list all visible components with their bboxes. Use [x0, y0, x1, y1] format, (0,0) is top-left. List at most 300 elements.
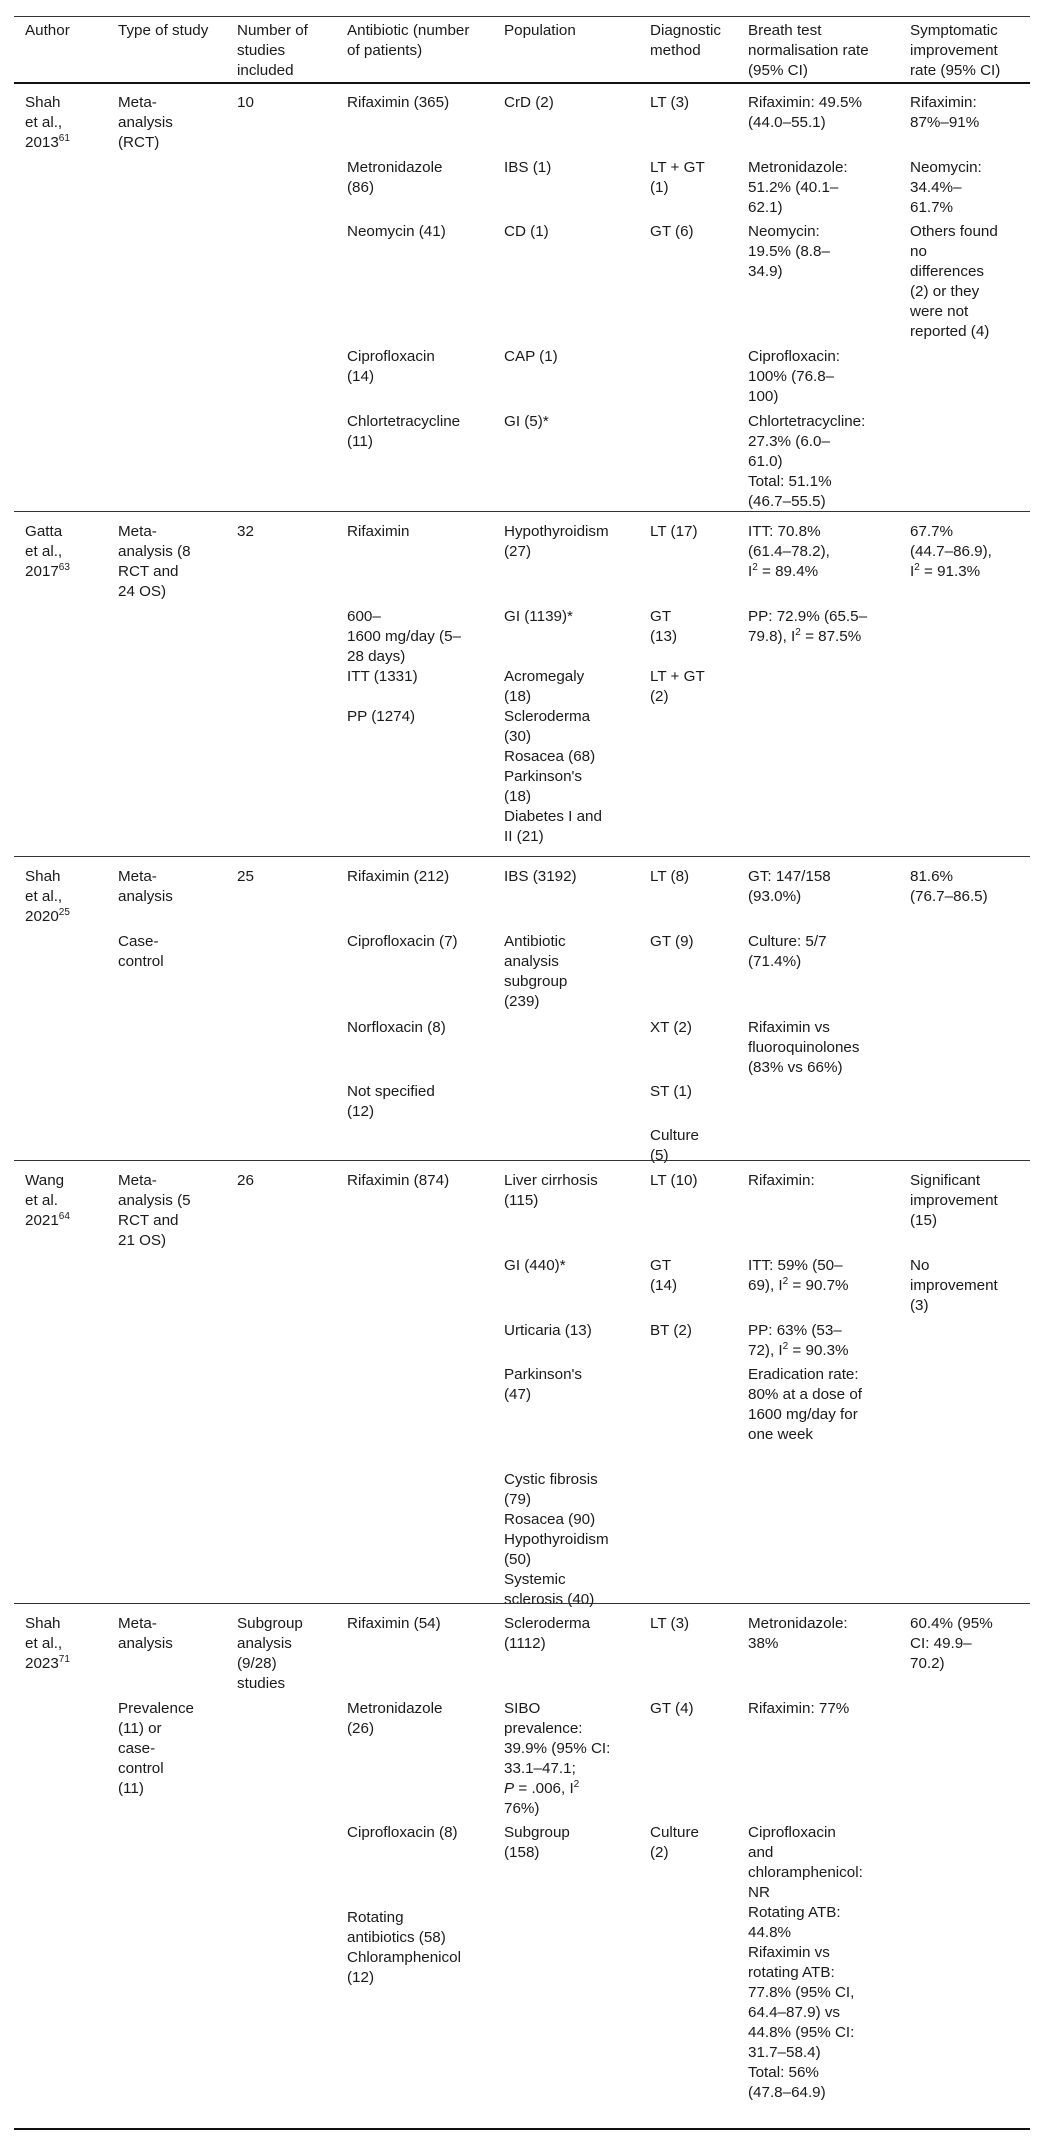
cell-line: Subgroup: [504, 1824, 570, 1841]
column-header: [25, 21, 115, 41]
table-cell: [504, 932, 648, 1012]
cell-line: (44.0–55.1): [748, 114, 826, 131]
column-header: [504, 21, 648, 41]
cell-line: no: [910, 243, 927, 260]
cell-line: improvement: [910, 42, 998, 59]
table-cell: [504, 607, 648, 627]
cell-line: NR: [748, 1884, 770, 1901]
table-cell: [25, 1171, 115, 1231]
cell-line: IBS (3192): [504, 868, 577, 885]
cell-line: Shah: [25, 868, 61, 885]
table-cell: [748, 93, 908, 133]
table-cell: [347, 1171, 502, 1191]
cell-line: studies: [237, 1675, 286, 1692]
cell-line: (11) or: [118, 1720, 162, 1737]
cell-line: Shah: [25, 94, 61, 111]
cell-line: 10: [237, 94, 254, 111]
cell-line: 34.4%–: [910, 179, 962, 196]
cell-line: Number of: [237, 22, 308, 39]
cell-line: 28 days): [347, 648, 406, 665]
table-cell: [748, 412, 908, 512]
cell-line: 34.9): [748, 263, 783, 280]
table-cell: [910, 522, 1035, 582]
table-cell: [504, 1321, 648, 1341]
cell-line: analysis: [118, 1635, 173, 1652]
column-header: [237, 21, 345, 81]
cell-line: Diabetes I and: [504, 808, 602, 825]
column-header: [118, 21, 233, 41]
cell-line: one week: [748, 1426, 814, 1443]
cell-line: analysis: [504, 953, 559, 970]
table-cell: [347, 1908, 502, 1988]
superscript: 64: [58, 1211, 70, 1222]
cell-line: (27): [504, 543, 532, 560]
cell-line: included: [237, 62, 294, 79]
column-header: [748, 21, 908, 81]
cell-line: 39.9% (95% CI:: [504, 1740, 611, 1757]
cell-line: GT: [650, 1257, 672, 1274]
cell-line: 44.8%: [748, 1924, 792, 1941]
cell-line: (18): [504, 788, 532, 805]
cell-line: (83% vs 66%): [748, 1059, 843, 1076]
row-divider: [14, 856, 1030, 857]
cell-line: control: [118, 953, 164, 970]
table-cell: [118, 522, 233, 602]
table-cell: [910, 867, 1035, 907]
table-cell: [910, 1171, 1035, 1231]
cell-line: (71.4%): [748, 953, 802, 970]
table-cell: [650, 222, 746, 242]
superscript: 2: [914, 562, 920, 573]
cell-line: Rifaximin (365): [347, 94, 450, 111]
table-top-rule: [14, 16, 1030, 17]
cell-line: LT (3): [650, 1615, 690, 1632]
cell-line: chloramphenicol:: [748, 1864, 863, 1881]
cell-line: 76%): [504, 1800, 540, 1817]
cell-line: (9/28): [237, 1655, 277, 1672]
cell-line: Cystic fibrosis: [504, 1471, 598, 1488]
table-cell: [748, 522, 908, 582]
cell-line: 61.7%: [910, 199, 954, 216]
cell-line: LT (8): [650, 868, 690, 885]
cell-line: (76.7–86.5): [910, 888, 988, 905]
cell-line: (2): [650, 688, 669, 705]
cell-line: Chloramphenicol: [347, 1949, 461, 1966]
table-cell: [650, 1256, 746, 1296]
table-cell: [650, 1321, 746, 1341]
cell-line: 62.1): [748, 199, 783, 216]
table-cell: [118, 93, 233, 153]
cell-line: reported (4): [910, 323, 990, 340]
table-cell: [237, 1614, 345, 1694]
cell-line: (12): [347, 1103, 375, 1120]
cell-line: Rifaximin (54): [347, 1615, 441, 1632]
cell-line: Significant: [910, 1172, 981, 1189]
italic-text: P: [504, 1780, 515, 1797]
table-cell: [650, 1082, 746, 1102]
superscript: 25: [58, 907, 70, 918]
cell-line: (3): [910, 1297, 929, 1314]
table-cell: [650, 1614, 746, 1634]
cell-line: Metronidazole:: [748, 159, 848, 176]
table-cell: [237, 867, 345, 887]
cell-line: II (21): [504, 828, 544, 845]
table-cell: [910, 93, 1035, 133]
cell-line: rotating ATB:: [748, 1964, 835, 1981]
cell-line: Rosacea (90): [504, 1511, 596, 1528]
cell-line: Meta-: [118, 868, 157, 885]
cell-line: Others found: [910, 223, 998, 240]
cell-line: (RCT): [118, 134, 160, 151]
cell-line: 51.2% (40.1–: [748, 179, 839, 196]
table-cell: [504, 1823, 648, 1863]
table-cell: [504, 1256, 648, 1276]
cell-line: 2020$^{25}$: [25, 907, 70, 925]
table-cell: [25, 1614, 115, 1674]
cell-line: 100): [748, 388, 779, 405]
row-divider: [14, 511, 1030, 512]
cell-line: analysis: [118, 114, 173, 131]
table-cell: [650, 932, 746, 952]
cell-line: CrD (2): [504, 94, 554, 111]
cell-line: Meta-: [118, 523, 157, 540]
table-cell: [237, 1171, 345, 1191]
cell-line: 1600 mg/day (5–: [347, 628, 461, 645]
table-cell: [910, 1256, 1035, 1316]
cell-line: studies: [237, 42, 286, 59]
cell-line: Metronidazole: [347, 1700, 443, 1717]
cell-line: were not: [910, 303, 969, 320]
cell-line: 77.8% (95% CI,: [748, 1984, 855, 2001]
cell-line: 81.6%: [910, 868, 954, 885]
cell-line: 60.4% (95%: [910, 1615, 993, 1632]
cell-line: (79): [504, 1491, 532, 1508]
table-cell: [504, 1614, 648, 1654]
cell-line: Rosacea (68): [504, 748, 596, 765]
cell-line: Culture: [650, 1824, 699, 1841]
table-cell: [748, 1699, 908, 1719]
cell-line: et al.,: [25, 114, 63, 131]
cell-line: Diagnostic: [650, 22, 721, 39]
cell-line: case-: [118, 1740, 156, 1757]
cell-line: analysis: [118, 888, 173, 905]
table-cell: [504, 1365, 648, 1405]
cell-line: (2) or they: [910, 283, 980, 300]
cell-line: IBS (1): [504, 159, 552, 176]
cell-line: improvement: [910, 1277, 998, 1294]
cell-line: Total: 51.1%: [748, 473, 832, 490]
cell-line: 21 OS): [118, 1232, 167, 1249]
cell-line: (1): [650, 179, 669, 196]
cell-line: 2013$^{61}$: [25, 133, 70, 151]
table-cell: [347, 867, 502, 887]
row-divider: [14, 1160, 1030, 1161]
table-cell: [650, 1823, 746, 1863]
table-cell: [118, 932, 233, 972]
table-cell: [347, 607, 502, 687]
table-cell: [504, 158, 648, 178]
cell-line: LT (3): [650, 94, 690, 111]
table-cell: [650, 1018, 746, 1038]
cell-line: (1112): [504, 1635, 546, 1652]
cell-line: et al.: [25, 1192, 58, 1209]
cell-line: Neomycin (41): [347, 223, 446, 240]
cell-line: Prevalence: [118, 1700, 194, 1717]
table-cell: [347, 522, 502, 542]
cell-line: Case-: [118, 933, 159, 950]
cell-line: prevalence:: [504, 1720, 583, 1737]
table-cell: [237, 93, 345, 113]
cell-line: Meta-: [118, 94, 157, 111]
cell-line: Shah: [25, 1615, 61, 1632]
cell-line: 100% (76.8–: [748, 368, 835, 385]
cell-line: BT (2): [650, 1322, 692, 1339]
superscript: 71: [58, 1654, 70, 1665]
cell-line: Ciprofloxacin (8): [347, 1824, 458, 1841]
table-cell: [748, 1171, 908, 1191]
cell-line: antibiotics (58): [347, 1929, 446, 1946]
table-cell: [748, 1823, 908, 2103]
cell-line: normalisation rate: [748, 42, 869, 59]
cell-line: (13): [650, 628, 678, 645]
cell-line: Chlortetracycline: [347, 413, 461, 430]
cell-line: Meta-: [118, 1615, 157, 1632]
cell-line: Ciprofloxacin: [347, 348, 435, 365]
cell-line: GT (4): [650, 1700, 694, 1717]
cell-line: Antibiotic (number: [347, 22, 470, 39]
cell-line: CAP (1): [504, 348, 558, 365]
cell-line: SIBO: [504, 1700, 541, 1717]
cell-line: $I^2 = 91.3\%$: [910, 562, 981, 580]
header-rule: [14, 82, 1030, 84]
cell-line: et al.,: [25, 1635, 63, 1652]
cell-line: 80% at a dose of: [748, 1386, 862, 1403]
cell-line: Wang: [25, 1172, 65, 1189]
cell-line: Author: [25, 22, 70, 39]
cell-line: Breath test: [748, 22, 822, 39]
cell-line: and: [748, 1844, 774, 1861]
cell-line: (5): [650, 1147, 669, 1164]
cell-line: Parkinson's: [504, 768, 583, 785]
cell-line: Rifaximin: 77%: [748, 1700, 850, 1717]
cell-line: Neomycin:: [910, 159, 982, 176]
cell-line: analysis (8: [118, 543, 191, 560]
cell-line: Rifaximin: 49.5%: [748, 94, 862, 111]
table-cell: [650, 607, 746, 647]
table-cell: [347, 1018, 502, 1038]
cell-line: (47): [504, 1386, 532, 1403]
cell-line: of patients): [347, 42, 423, 59]
cell-line: 87%–91%: [910, 114, 980, 131]
table-cell: [650, 667, 746, 707]
cell-line: ST (1): [650, 1083, 692, 1100]
cell-line: Type of study: [118, 22, 209, 39]
table-cell: [118, 867, 233, 907]
table-cell: [748, 932, 908, 972]
cell-line: 1600 mg/day for: [748, 1406, 858, 1423]
cell-line: GI (440)*: [504, 1257, 566, 1274]
cell-line: GT: 147/158: [748, 868, 831, 885]
cell-line: improvement: [910, 1192, 998, 1209]
cell-line: $I^2 = 89.4\%$: [748, 562, 819, 580]
cell-line: LT + GT: [650, 159, 705, 176]
cell-line: GT: [650, 608, 672, 625]
cell-line: Rifaximin (212): [347, 868, 450, 885]
cell-line: 600–: [347, 608, 381, 625]
cell-line: No: [910, 1257, 930, 1274]
cell-line: method: [650, 42, 701, 59]
cell-line: PP: 63% (53–: [748, 1322, 842, 1339]
cell-line: 38%: [748, 1635, 779, 1652]
cell-line: Hypothyroidism: [504, 523, 609, 540]
table-cell: [504, 93, 648, 113]
cell-line: (11): [347, 433, 373, 450]
table-cell: [748, 1018, 908, 1078]
cell-line: (86): [347, 179, 375, 196]
cell-line: Norfloxacin (8): [347, 1019, 446, 1036]
cell-line: Rotating: [347, 1909, 404, 1926]
cell-line: Meta-: [118, 1172, 157, 1189]
cell-line: GT (6): [650, 223, 694, 240]
table-cell: [118, 1699, 233, 1799]
cell-line: Rifaximin: [347, 523, 410, 540]
table-cell: [237, 522, 345, 542]
table-cell: [504, 222, 648, 242]
cell-line: (95% CI): [748, 62, 808, 79]
cell-line: Gatta: [25, 523, 63, 540]
cell-line: et al.,: [25, 543, 63, 560]
table-cell: [347, 158, 502, 198]
table-cell: [504, 1171, 648, 1211]
cell-line: (15): [910, 1212, 938, 1229]
table-cell: [25, 93, 115, 153]
cell-line: Urticaria (13): [504, 1322, 592, 1339]
table-cell: [748, 607, 908, 647]
cell-line: control: [118, 1760, 164, 1777]
table-cell: [347, 1699, 502, 1739]
table-cell: [25, 522, 115, 582]
cell-line: Not specified: [347, 1083, 435, 1100]
table-cell: [347, 707, 502, 727]
superscript: 63: [58, 562, 70, 573]
cell-line: GT (9): [650, 933, 694, 950]
cell-line: 27.3% (6.0–: [748, 433, 830, 450]
cell-line: Liver cirrhosis: [504, 1172, 598, 1189]
cell-line: RCT and: [118, 1212, 179, 1229]
cell-line: Culture: [650, 1127, 699, 1144]
table-cell: [748, 867, 908, 907]
table-cell: [118, 1614, 233, 1654]
table-cell: [347, 1823, 502, 1843]
cell-line: LT (17): [650, 523, 698, 540]
cell-line: Population: [504, 22, 576, 39]
cell-line: 2017$^{63}$: [25, 562, 70, 580]
cell-line: LT (10): [650, 1172, 698, 1189]
cell-line: analysis: [237, 1635, 292, 1652]
cell-line: Chlortetracycline:: [748, 413, 866, 430]
table-cell: [910, 222, 1035, 342]
cell-line: (18): [504, 688, 532, 705]
cell-line: (47.8–64.9): [748, 2084, 826, 2101]
cell-line: Hypothyroidism: [504, 1531, 609, 1548]
cell-line: 24 OS): [118, 583, 167, 600]
cell-line: Antibiotic: [504, 933, 566, 950]
superscript: 2: [573, 1779, 580, 1790]
cell-line: (93.0%): [748, 888, 802, 905]
table-cell: [748, 158, 908, 218]
cell-line: (44.7–86.9),: [910, 543, 992, 560]
cell-line: Scleroderma: [504, 1615, 591, 1632]
cell-line: 79.8), $I^2 = 87.5\%$: [748, 627, 862, 645]
cell-line: RCT and: [118, 563, 179, 580]
cell-line: 70.2): [910, 1655, 945, 1672]
table-cell: [650, 158, 746, 198]
table-cell: [748, 222, 908, 282]
table-cell: [25, 867, 115, 927]
superscript: 2: [752, 562, 758, 573]
superscript: 2: [782, 1276, 789, 1287]
table-cell: [748, 1365, 908, 1445]
table-cell: [504, 1470, 648, 1610]
cell-line: (46.7–55.5): [748, 493, 826, 510]
table-cell: [347, 1614, 502, 1634]
cell-line: Culture: 5/7: [748, 933, 827, 950]
table-cell: [504, 1699, 648, 1819]
cell-line: (61.4–78.2),: [748, 543, 830, 560]
cell-line: (239): [504, 993, 540, 1010]
cell-line: (158): [504, 1844, 540, 1861]
cell-line: CD (1): [504, 223, 549, 240]
cell-line: analysis (5: [118, 1192, 191, 1209]
cell-line: 2023$^{71}$: [25, 1654, 70, 1672]
table-cell: [650, 1171, 746, 1191]
cell-line: 26: [237, 1172, 254, 1189]
table-cell: [650, 93, 746, 113]
cell-line: GI (5)*: [504, 413, 549, 430]
cell-line: 67.7%: [910, 523, 954, 540]
cell-line: Rifaximin (874): [347, 1172, 450, 1189]
table-cell: [748, 347, 908, 407]
cell-line: Rotating ATB:: [748, 1904, 841, 1921]
cell-line: Systemic: [504, 1571, 566, 1588]
cell-line: sclerosis (40): [504, 1591, 595, 1608]
cell-line: 69), $I^2 = 90.7\%$: [748, 1276, 849, 1294]
superscript: 61: [58, 133, 70, 144]
cell-line: 44.8% (95% CI:: [748, 2024, 855, 2041]
cell-line: Metronidazole: [347, 159, 443, 176]
cell-line: ITT: 70.8%: [748, 523, 821, 540]
cell-line: 31.7–58.4): [748, 2044, 821, 2061]
cell-line: differences: [910, 263, 985, 280]
cell-line: subgroup: [504, 973, 568, 990]
cell-line: Metronidazole:: [748, 1615, 848, 1632]
cell-line: 72), $I^2 = 90.3\%$: [748, 1341, 849, 1359]
cell-line: (30): [504, 728, 532, 745]
table-cell: [347, 412, 502, 452]
cell-line: (50): [504, 1551, 532, 1568]
cell-line: Neomycin:: [748, 223, 820, 240]
table-cell: [910, 1614, 1035, 1674]
cell-line: (26): [347, 1720, 375, 1737]
cell-line: Scleroderma: [504, 708, 591, 725]
table-cell: [650, 867, 746, 887]
cell-line: fluoroquinolones: [748, 1039, 860, 1056]
cell-line: CI: 49.9–: [910, 1635, 972, 1652]
cell-line: Rifaximin:: [910, 94, 977, 111]
table-bottom-rule: [14, 2128, 1030, 2130]
table-cell: [910, 158, 1035, 218]
table-cell: [504, 867, 648, 887]
